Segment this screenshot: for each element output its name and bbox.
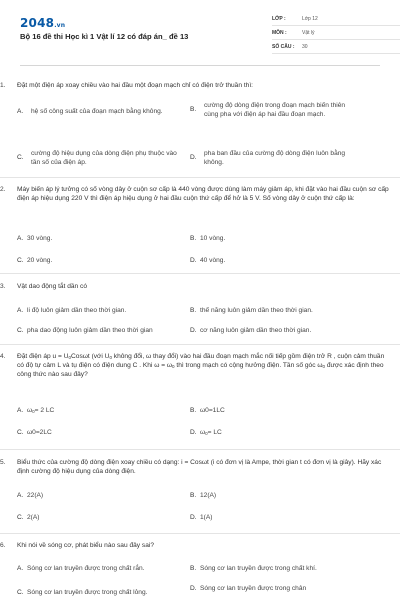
option-letter: D. — [190, 585, 197, 592]
meta-value: Lớp 12 — [302, 16, 318, 23]
option-letter: D. — [190, 429, 197, 436]
option-c[interactable] — [17, 327, 190, 336]
option-text: Sóng cơ lan truyền được trong chất rắn. — [27, 565, 145, 572]
question-text-part: thì trong mạch có cộng hưởng điện. Tần số góc ω — [174, 361, 323, 369]
option-a[interactable] — [17, 492, 177, 501]
formula-part: ω — [27, 407, 33, 414]
option-text: Sóng cơ lan truyền được trong chất khí. — [200, 565, 317, 572]
option-letter: B. — [190, 565, 197, 572]
option-letter: B. — [190, 106, 197, 114]
meta-value: 30 — [302, 44, 308, 51]
option-text: Sóng cơ lan truyền được trong chất lỏng. — [27, 589, 148, 596]
option-text — [200, 429, 222, 438]
divider — [0, 177, 400, 178]
option-text: pha dao động luôn giảm dần theo thời gian — [27, 327, 153, 334]
formula-part: = 2 LC — [34, 407, 55, 414]
option-text: 20 vòng. — [27, 257, 53, 264]
option-text: cường độ hiệu dụng của dòng điện phụ thuộc vào tần số của điện áp. — [31, 150, 177, 166]
question-number: 4. — [0, 353, 6, 360]
option-text: 30 vòng. — [27, 235, 53, 242]
option-letter: C. — [17, 257, 24, 264]
divider — [0, 344, 400, 345]
option-letter: B. — [190, 492, 197, 499]
option-b[interactable] — [190, 565, 370, 574]
option-b[interactable] — [190, 407, 360, 416]
option-b[interactable] — [190, 307, 370, 316]
option-text: Sóng cơ lan truyền được trong chân — [200, 585, 307, 592]
option-c[interactable] — [17, 150, 177, 168]
subscript: 0 — [109, 355, 112, 360]
option-c[interactable] — [17, 514, 177, 523]
option-letter: A. — [17, 235, 24, 242]
question-number: 6. — [0, 542, 6, 549]
question-text: Khi nói về sóng cơ, phát biểu nào sau đây sai? — [17, 542, 155, 549]
meta-key: SỐ CÂU : — [272, 44, 295, 51]
question-text-part: không đổi, ω thay đổi) vào hai đầu đoạn mạch mắc nối tiếp gồm điện trở R , cuộn cảm thuần có độ tự cảm L và tụ điện có điện dung C . Khi ω = ω — [17, 353, 385, 369]
question-text: Vật dao động tắt dần có — [17, 283, 88, 290]
option-a[interactable] — [17, 307, 187, 316]
option-d[interactable] — [190, 150, 360, 168]
option-d[interactable] — [190, 429, 360, 438]
option-d[interactable] — [190, 585, 370, 594]
option-letter: D. — [190, 257, 197, 264]
option-text: 1(A) — [200, 514, 213, 521]
option-text: cường độ dòng điện trong đoạn mạch biến thiên cùng pha với điện áp hai đầu đoạn mạch. — [204, 102, 346, 118]
option-a[interactable] — [17, 565, 190, 574]
option-text: pha ban đầu của cường độ dòng điện luôn bằng không. — [204, 150, 346, 166]
option-text: 22(A) — [27, 492, 44, 499]
option-c[interactable] — [17, 429, 177, 438]
logo-text: 2048 — [20, 16, 55, 30]
question-text-part: Cosωt (với U — [71, 353, 110, 360]
option-text: thế năng luôn giảm dần theo thời gian. — [200, 307, 313, 314]
site-logo[interactable] — [20, 15, 65, 31]
option-b[interactable] — [190, 102, 360, 120]
option-letter: A. — [17, 492, 24, 499]
formula-part: ω — [200, 429, 206, 436]
formula-part: = LC — [207, 429, 222, 436]
divider — [0, 449, 400, 450]
option-a[interactable] — [17, 407, 177, 416]
option-letter: C. — [17, 429, 24, 436]
option-letter: B. — [190, 235, 197, 242]
logo-suffix: .vn — [54, 22, 66, 29]
document-header — [20, 0, 380, 66]
option-c[interactable] — [17, 589, 190, 598]
option-c[interactable] — [17, 257, 177, 266]
option-letter: A. — [17, 565, 24, 572]
question-text-part: Đặt điện áp u = U — [17, 353, 69, 360]
subscript: 0 — [32, 409, 35, 414]
option-d[interactable] — [190, 257, 360, 266]
meta-row-subject — [272, 28, 400, 40]
question-text: Đặt một điện áp xoay chiều vào hai đầu một đoạn mạch chỉ có điện trở thuần thì: — [17, 82, 253, 89]
option-letter: A. — [17, 108, 24, 115]
option-b[interactable] — [190, 235, 360, 244]
subscript: 0 — [322, 363, 325, 369]
divider — [0, 273, 400, 274]
option-letter: D. — [190, 514, 197, 521]
document-title: Bộ 16 đề thi Học kì 1 Vật lí 12 có đáp án_ đề 13 — [20, 32, 189, 41]
subscript: 0 — [172, 363, 175, 369]
option-letter: C. — [17, 589, 24, 596]
option-letter: A. — [17, 307, 24, 314]
option-text: li độ luôn giảm dần theo thời gian. — [27, 307, 127, 314]
option-letter: D. — [190, 154, 197, 162]
meta-row-class — [272, 14, 400, 26]
option-letter: D. — [190, 327, 197, 334]
option-text: ω0=1LC — [200, 407, 225, 414]
option-text: 2(A) — [27, 514, 40, 521]
question-number: 1. — [0, 82, 6, 89]
option-letter: C. — [17, 154, 24, 162]
option-letter: C. — [17, 327, 24, 334]
option-letter: C. — [17, 514, 24, 521]
option-text: cơ năng luôn giảm dần theo thời gian. — [200, 327, 312, 334]
option-d[interactable] — [190, 327, 370, 336]
option-d[interactable] — [190, 514, 360, 523]
question-text-part: được xác định theo công thức nào sau đây? — [17, 361, 384, 378]
meta-value: Vật lý — [302, 30, 315, 37]
option-text: ω0=2LC — [27, 429, 52, 436]
option-text: 10 vòng. — [200, 235, 226, 242]
meta-row-count — [272, 42, 400, 54]
option-text — [27, 407, 54, 416]
meta-key: LỚP : — [272, 16, 286, 23]
option-b[interactable] — [190, 492, 360, 501]
option-a[interactable] — [17, 108, 177, 117]
option-letter: B. — [190, 407, 197, 414]
question-number: 3. — [0, 283, 6, 290]
option-text: 12(A) — [200, 492, 217, 499]
question-text: Biểu thức của cường độ dòng điện xoay chiều có dạng: i = Cosωt (i có đơn vị là Ampe, thời gian t có đơn vị là giây). Hãy xác định cường độ hiệu dụng của dòng điện. — [17, 459, 382, 475]
question-text: Máy biến áp lý tưởng có số vòng dây ở cuộn sơ cấp là 440 vòng được dùng làm máy giảm áp, khi đặt vào hai đầu cuộn sơ cấp điện áp hiệu dụng 220 V thì điện áp hiệu dụng ở hai đầu cuộn thứ cấp để hở là 5 V. Số vòng dây ở cuộn thứ cấp là: — [17, 186, 389, 202]
divider — [0, 533, 400, 534]
question-text — [17, 353, 392, 380]
option-letter: A. — [17, 407, 24, 414]
document-meta — [272, 14, 400, 56]
option-a[interactable] — [17, 235, 177, 244]
subscript: 0 — [68, 355, 72, 360]
subscript: 0 — [205, 431, 208, 436]
option-text: 40 vòng. — [200, 257, 226, 264]
option-letter: B. — [190, 307, 197, 314]
meta-key: MÔN : — [272, 30, 287, 37]
option-text: hệ số công suất của đoạn mạch bằng không. — [31, 108, 163, 115]
question-number: 2. — [0, 186, 6, 193]
question-number: 5. — [0, 459, 6, 466]
